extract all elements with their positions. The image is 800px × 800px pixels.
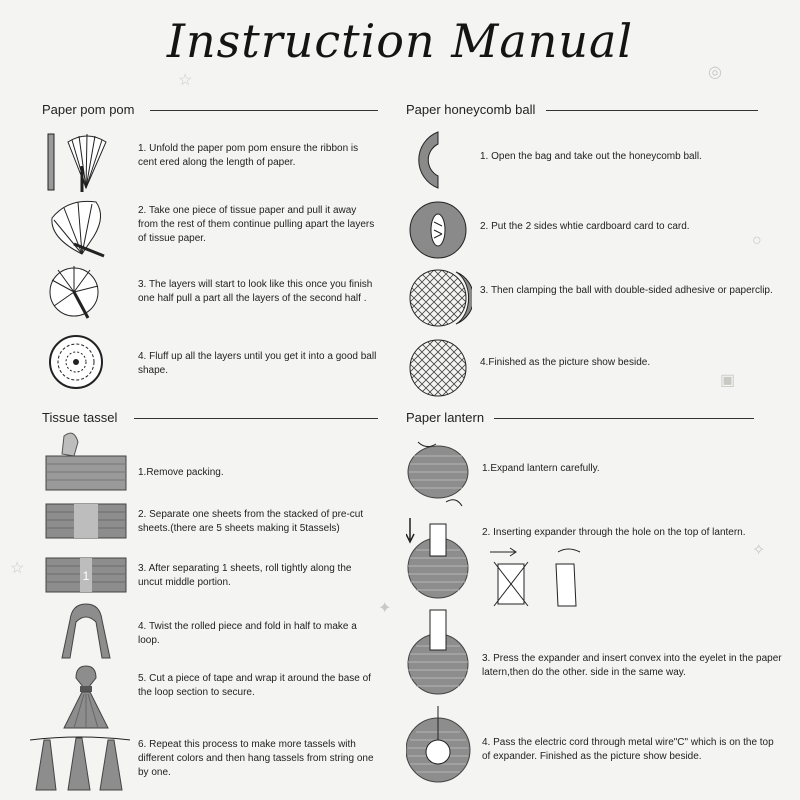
step-text: 1. Open the bag and take out the honeycomb ball. [480, 151, 702, 162]
step-text: 1. Unfold the paper pom pom ensure the ribbon is cent ered along the length of paper. [138, 143, 359, 168]
press-expander-icon [406, 606, 476, 702]
half-pompom-icon [44, 262, 130, 328]
balloon-doodle-icon: ○ [752, 232, 762, 249]
clamped-honeycomb-icon [406, 266, 472, 330]
taped-tassel-icon [44, 664, 130, 730]
section-divider [494, 418, 754, 419]
section-divider [134, 418, 378, 419]
page-title: Instruction Manual [166, 14, 634, 68]
rolled-sheet-icon [44, 556, 130, 596]
expanding-lantern-icon [406, 436, 476, 512]
folded-pompom-icon [44, 128, 130, 194]
step-text: 2. Take one piece of tissue paper and pull it away from the rest of them continue pulling apart the layers of tissue paper. [138, 205, 375, 244]
step-text: 4. Pass the electric cord through metal wire"C" which is on the top of expander. Finished as the picture show beside. [482, 737, 774, 762]
star-doodle-icon: ✧ [752, 542, 766, 559]
section-divider [546, 110, 758, 111]
step-text: 4. Twist the rolled piece and fold in half to make a loop. [138, 621, 357, 646]
step-text: 2. Put the 2 sides whtie cardboard card to card. [480, 221, 690, 232]
sparkle-doodle-icon: ✦ [378, 600, 392, 617]
step-text: 1.Remove packing. [138, 467, 224, 478]
finished-honeycomb-icon [406, 336, 472, 400]
step-text: 3. Press the expander and insert convex into the eyelet in the paper latern,then do the other. side in the same way. [482, 653, 782, 678]
section-heading-lantern: Paper lantern [406, 410, 485, 425]
step-text: 2. Inserting expander through the hole on the top of lantern. [482, 527, 746, 538]
step-text: 3. Then clamping the ball with double-sided adhesive or paperclip. [480, 285, 773, 296]
step-text: 1.Expand lantern carefully. [482, 463, 600, 474]
opening-pompom-icon [44, 196, 130, 262]
step-text: 2. Separate one sheets from the stacked of pre-cut sheets.(there are 5 sheets making it 5tassels) [138, 509, 364, 534]
section-heading-honeycomb: Paper honeycomb ball [406, 102, 536, 117]
gift-doodle-icon: ▣ [720, 372, 736, 389]
lollipop-doodle-icon: ◎ [708, 64, 722, 81]
wrong-insertion-icon [488, 544, 588, 614]
star-doodle-icon: ☆ [10, 560, 25, 577]
opening-honeycomb-icon [406, 198, 472, 262]
section-heading-pompom: Paper pom pom [42, 102, 135, 117]
section-heading-tassel: Tissue tassel [42, 410, 118, 425]
step-text: 3. After separating 1 sheets, roll tightly along the uncut middle portion. [138, 563, 352, 588]
step-text: 6. Repeat this process to make more tassels with different colors and then hang tassels from string one by one. [138, 739, 374, 778]
section-divider [150, 110, 378, 111]
tissue-sheets-icon [44, 502, 130, 542]
folded-honeycomb-icon [406, 128, 472, 192]
star-doodle-icon: ☆ [178, 72, 193, 89]
packaged-tassel-icon [44, 428, 130, 494]
hanging-tassels-icon [30, 734, 130, 794]
full-pompom-icon [44, 330, 130, 396]
insert-expander-icon [406, 516, 476, 602]
step-text: 5. Cut a piece of tape and wrap it around the base of the loop section to secure. [138, 673, 371, 698]
step-text: 4.Finished as the picture show beside. [480, 357, 651, 368]
step-text: 3. The layers will start to look like this once you finish one half pull a part all the layers of the second half . [138, 279, 373, 304]
step-text: 4. Fluff up all the layers until you get it into a good ball shape. [138, 351, 377, 376]
svg-text:1: 1 [82, 569, 90, 583]
finished-lantern-icon [406, 706, 476, 786]
folded-loop-icon [44, 600, 130, 662]
